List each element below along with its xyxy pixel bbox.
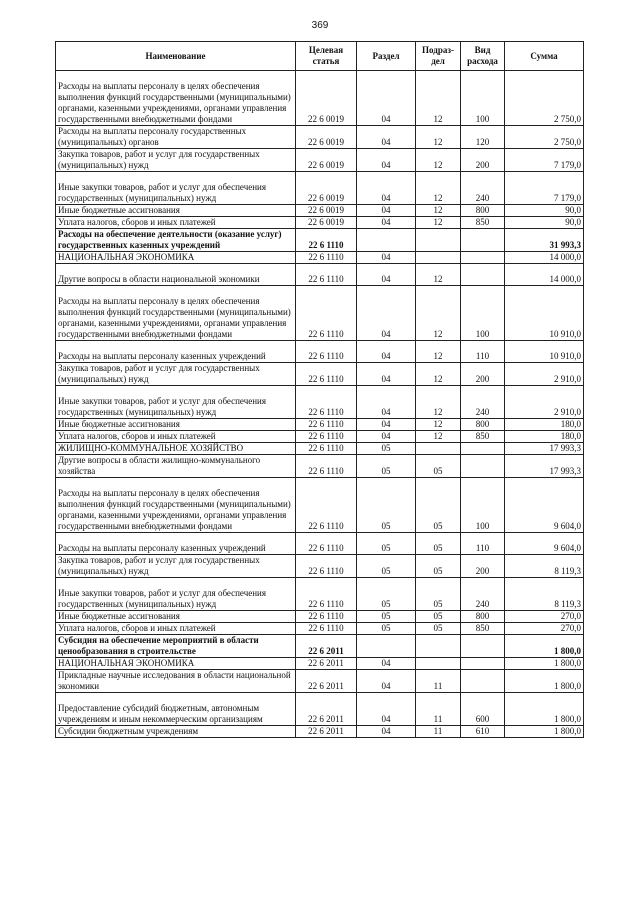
cell-sum: 8 119,3 [505,555,584,578]
cell-target: 22 6 1110 [296,386,357,419]
cell-kind: 240 [461,172,505,205]
table-row [56,252,584,264]
cell-target: 22 6 1110 [296,431,357,443]
cell-subsection: 12 [416,172,461,205]
cell-kind [461,252,505,264]
cell-sum: 1 800,0 [505,726,584,738]
cell-subsection: 05 [416,578,461,611]
cell-kind [461,455,505,478]
cell-name: Иные бюджетные ассигнования [56,419,296,431]
cell-sum: 7 179,0 [505,172,584,205]
cell-kind: 850 [461,623,505,635]
cell-sum: 7 179,0 [505,149,584,172]
cell-target: 22 6 0019 [296,217,357,229]
cell-kind: 240 [461,578,505,611]
cell-subsection: 05 [416,478,461,533]
cell-kind [461,658,505,670]
table-body [56,71,584,738]
cell-name: Расходы на обеспечение деятельности (оказание услуг) государственных казенных учреждений [56,229,296,252]
cell-name: Уплата налогов, сборов и иных платежей [56,431,296,443]
cell-name: Закупка товаров, работ и услуг для государственных (муниципальных) нужд [56,555,296,578]
table-row [56,578,584,611]
cell-section: 04 [357,419,416,431]
cell-sum: 270,0 [505,611,584,623]
cell-kind: 200 [461,363,505,386]
cell-target: 22 6 1110 [296,533,357,555]
cell-name: НАЦИОНАЛЬНАЯ ЭКОНОМИКА [56,252,296,264]
cell-kind [461,443,505,455]
cell-section: 05 [357,455,416,478]
cell-subsection: 12 [416,431,461,443]
cell-sum: 1 800,0 [505,670,584,693]
cell-sum: 270,0 [505,623,584,635]
cell-kind: 110 [461,341,505,363]
cell-subsection: 11 [416,726,461,738]
table-row [56,71,584,126]
cell-name: Иные закупки товаров, работ и услуг для обеспечения государственных (муниципальных) нужд [56,578,296,611]
cell-sum: 180,0 [505,431,584,443]
cell-kind: 600 [461,693,505,726]
cell-section: 05 [357,555,416,578]
cell-target: 22 6 1110 [296,623,357,635]
cell-sum: 2 750,0 [505,71,584,126]
cell-name: Субсидия на обеспечение мероприятий в области ценообразования в строительстве [56,635,296,658]
cell-sum: 9 604,0 [505,478,584,533]
cell-section: 04 [357,693,416,726]
cell-section: 04 [357,726,416,738]
cell-kind [461,635,505,658]
header-subsection: Подраз-дел [416,42,461,71]
table-row [56,217,584,229]
table-row [56,658,584,670]
cell-section: 05 [357,533,416,555]
cell-section: 04 [357,217,416,229]
cell-kind: 610 [461,726,505,738]
cell-subsection: 05 [416,623,461,635]
cell-name: НАЦИОНАЛЬНАЯ ЭКОНОМИКА [56,658,296,670]
header-section: Раздел [357,42,416,71]
cell-subsection: 05 [416,611,461,623]
table-row [56,386,584,419]
cell-section: 04 [357,670,416,693]
cell-section: 05 [357,478,416,533]
cell-target: 22 6 1110 [296,286,357,341]
table-row [56,670,584,693]
cell-target: 22 6 2011 [296,693,357,726]
table-row [56,264,584,286]
cell-name: ЖИЛИЩНО-КОММУНАЛЬНОЕ ХОЗЯЙСТВО [56,443,296,455]
cell-name: Уплата налогов, сборов и иных платежей [56,217,296,229]
table-row [56,363,584,386]
cell-target: 22 6 2011 [296,670,357,693]
table-row [56,478,584,533]
table-row [56,693,584,726]
cell-section: 05 [357,623,416,635]
cell-section: 04 [357,172,416,205]
cell-section: 04 [357,658,416,670]
cell-kind: 120 [461,126,505,149]
page-number: 369 [311,20,329,31]
cell-sum: 14 000,0 [505,252,584,264]
cell-subsection [416,229,461,252]
cell-target: 22 6 1110 [296,363,357,386]
cell-subsection: 12 [416,264,461,286]
cell-subsection [416,443,461,455]
cell-section: 04 [357,264,416,286]
cell-kind: 800 [461,419,505,431]
cell-target: 22 6 1110 [296,252,357,264]
cell-name: Расходы на выплаты персоналу в целях обеспечения выполнения функций государственными (муниципальными) органами, казенными учреждениями, органами управления государственными внебюджетными фондами [56,71,296,126]
cell-target: 22 6 1110 [296,443,357,455]
cell-kind [461,264,505,286]
cell-sum: 90,0 [505,205,584,217]
cell-kind: 850 [461,431,505,443]
cell-target: 22 6 1110 [296,455,357,478]
cell-kind [461,229,505,252]
table-row [56,126,584,149]
cell-sum: 17 993,3 [505,455,584,478]
header-kind: Вид расхода [461,42,505,71]
cell-sum: 17 993,3 [505,443,584,455]
cell-kind: 100 [461,478,505,533]
cell-subsection: 05 [416,533,461,555]
table-row [56,419,584,431]
cell-section: 05 [357,578,416,611]
cell-target: 22 6 2011 [296,658,357,670]
cell-subsection: 11 [416,670,461,693]
cell-target: 22 6 0019 [296,71,357,126]
cell-name: Иные закупки товаров, работ и услуг для обеспечения государственных (муниципальных) нужд [56,172,296,205]
cell-subsection: 12 [416,205,461,217]
cell-name: Уплата налогов, сборов и иных платежей [56,623,296,635]
cell-name: Прикладные научные исследования в области национальной экономики [56,670,296,693]
cell-kind: 850 [461,217,505,229]
cell-sum: 1 800,0 [505,635,584,658]
header-target: Целевая статья [296,42,357,71]
cell-kind: 800 [461,205,505,217]
cell-name: Иные бюджетные ассигнования [56,205,296,217]
header-sum: Сумма [505,42,584,71]
cell-section [357,635,416,658]
cell-name: Расходы на выплаты персоналу казенных учреждений [56,341,296,363]
table-row [56,611,584,623]
cell-subsection: 12 [416,286,461,341]
cell-name: Расходы на выплаты персоналу государственных (муниципальных) органов [56,126,296,149]
header-name: Наименование [56,42,296,71]
cell-kind: 100 [461,71,505,126]
cell-target: 22 6 0019 [296,126,357,149]
table-row [56,286,584,341]
cell-kind: 800 [461,611,505,623]
cell-target: 22 6 1110 [296,478,357,533]
table-header-row [56,42,584,71]
cell-section: 04 [357,363,416,386]
table-row [56,635,584,658]
cell-section: 04 [357,126,416,149]
cell-sum: 31 993,3 [505,229,584,252]
cell-target: 22 6 1110 [296,611,357,623]
cell-name: Другие вопросы в области жилищно-коммунального хозяйства [56,455,296,478]
cell-target: 22 6 1110 [296,264,357,286]
cell-subsection: 12 [416,149,461,172]
cell-section: 04 [357,71,416,126]
cell-kind: 240 [461,386,505,419]
cell-subsection [416,658,461,670]
table-row [56,533,584,555]
cell-kind: 200 [461,555,505,578]
cell-name: Иные закупки товаров, работ и услуг для обеспечения государственных (муниципальных) нужд [56,386,296,419]
cell-section: 05 [357,443,416,455]
cell-target: 22 6 0019 [296,205,357,217]
cell-section: 04 [357,252,416,264]
cell-target: 22 6 1110 [296,555,357,578]
table-row [56,455,584,478]
cell-subsection: 12 [416,419,461,431]
cell-sum: 10 910,0 [505,341,584,363]
cell-section: 04 [357,341,416,363]
cell-sum: 1 800,0 [505,658,584,670]
cell-section: 04 [357,205,416,217]
cell-sum: 180,0 [505,419,584,431]
table-row [56,149,584,172]
cell-target: 22 6 2011 [296,635,357,658]
cell-section: 05 [357,611,416,623]
table-row [56,555,584,578]
cell-name: Другие вопросы в области национальной экономики [56,264,296,286]
table-row [56,172,584,205]
cell-sum: 2 750,0 [505,126,584,149]
cell-sum: 10 910,0 [505,286,584,341]
cell-target: 22 6 2011 [296,726,357,738]
cell-target: 22 6 1110 [296,419,357,431]
cell-subsection: 05 [416,455,461,478]
table-row [56,341,584,363]
cell-sum: 2 910,0 [505,386,584,419]
cell-section: 04 [357,431,416,443]
cell-sum: 14 000,0 [505,264,584,286]
cell-subsection [416,252,461,264]
cell-subsection [416,635,461,658]
cell-kind: 200 [461,149,505,172]
cell-subsection: 12 [416,341,461,363]
table-row [56,443,584,455]
table-row [56,431,584,443]
cell-section [357,229,416,252]
cell-kind: 110 [461,533,505,555]
cell-sum: 1 800,0 [505,693,584,726]
cell-kind [461,670,505,693]
cell-subsection: 05 [416,555,461,578]
cell-target: 22 6 0019 [296,149,357,172]
cell-kind: 100 [461,286,505,341]
cell-name: Предоставление субсидий бюджетным, автономным учреждениям и иным некоммерческим организациям [56,693,296,726]
cell-target: 22 6 1110 [296,229,357,252]
budget-table [55,41,584,738]
cell-subsection: 12 [416,71,461,126]
cell-sum: 8 119,3 [505,578,584,611]
cell-section: 04 [357,386,416,419]
cell-sum: 2 910,0 [505,363,584,386]
table-row [56,623,584,635]
cell-name: Иные бюджетные ассигнования [56,611,296,623]
cell-name: Расходы на выплаты персоналу в целях обеспечения выполнения функций государственными (муниципальными) органами, казенными учреждениями, органами управления государственными внебюджетными фондами [56,286,296,341]
cell-name: Субсидии бюджетным учреждениям [56,726,296,738]
table-row [56,726,584,738]
cell-name: Расходы на выплаты персоналу в целях обеспечения выполнения функций государственными (муниципальными) органами, казенными учреждениями, органами управления государственными внебюджетными фондами [56,478,296,533]
cell-target: 22 6 1110 [296,341,357,363]
cell-target: 22 6 1110 [296,578,357,611]
cell-section: 04 [357,149,416,172]
cell-section: 04 [357,286,416,341]
cell-subsection: 12 [416,363,461,386]
cell-target: 22 6 0019 [296,172,357,205]
cell-sum: 90,0 [505,217,584,229]
cell-subsection: 11 [416,693,461,726]
cell-subsection: 12 [416,386,461,419]
cell-name: Закупка товаров, работ и услуг для государственных (муниципальных) нужд [56,149,296,172]
cell-subsection: 12 [416,126,461,149]
table-row [56,205,584,217]
cell-name: Закупка товаров, работ и услуг для государственных (муниципальных) нужд [56,363,296,386]
cell-name: Расходы на выплаты персоналу казенных учреждений [56,533,296,555]
cell-sum: 9 604,0 [505,533,584,555]
cell-subsection: 12 [416,217,461,229]
table-row [56,229,584,252]
